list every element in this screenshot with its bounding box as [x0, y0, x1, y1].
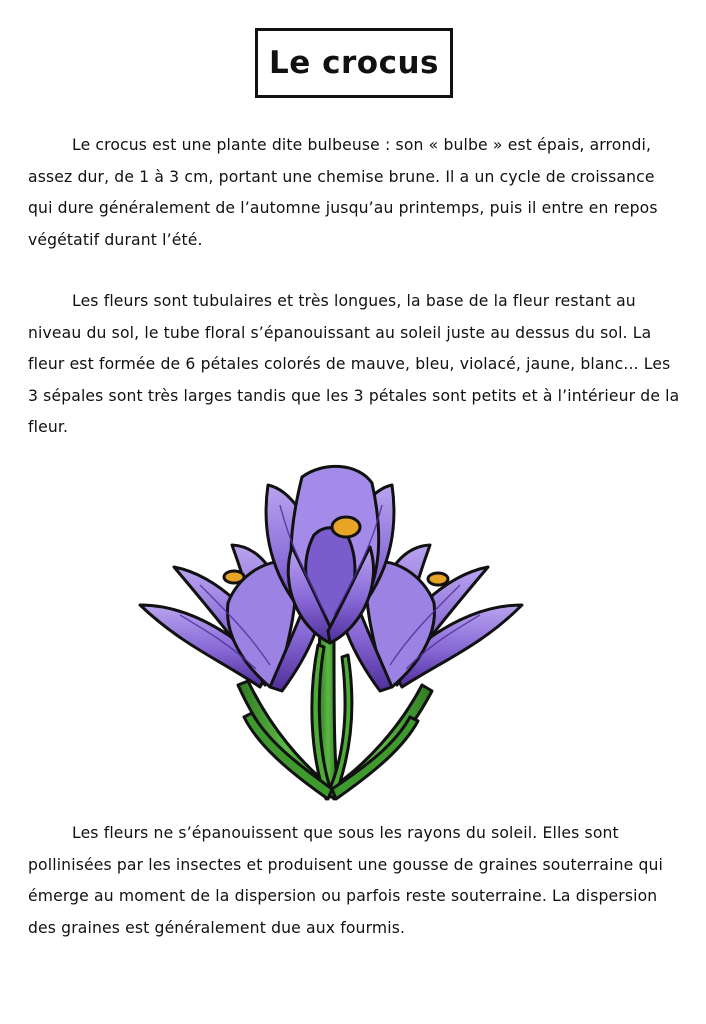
paragraph-flowers: Les fleurs sont tubulaires et très longues, la base de la fleur restant au niveau du sol, le tube floral s’épanouissant au soleil juste au dessus du sol. La fleur est formée de 6 pétales colorés de mauve, bleu, violacé, jaune, blanc... Les 3 sépales sont très larges tandis que les 3 pétales sont petits et à l’intérieur de la fleur.: [28, 292, 680, 436]
crocus-flowers-icon: [120, 455, 560, 815]
paragraph-bulb: Le crocus est une plante dite bulbeuse : son « bulbe » est épais, arrondi, assez dur, de 1 à 3 cm, portant une chemise brune. Il a un cycle de croissance qui dure généralement de l’automne jusqu’au printemps, puis il entre en repos végétatif durant l’été.: [28, 136, 658, 249]
page-title: Le crocus: [269, 45, 439, 81]
paragraph-pollination: Les fleurs ne s’épanouissent que sous les rayons du soleil. Elles sont pollinisées par les insectes et produisent une gousse de graines souterraine qui émerge au moment de la dispersion ou parfois reste souterraine. La dispersion des graines est généralement due aux fourmis.: [28, 824, 664, 937]
title-box: [255, 28, 453, 98]
